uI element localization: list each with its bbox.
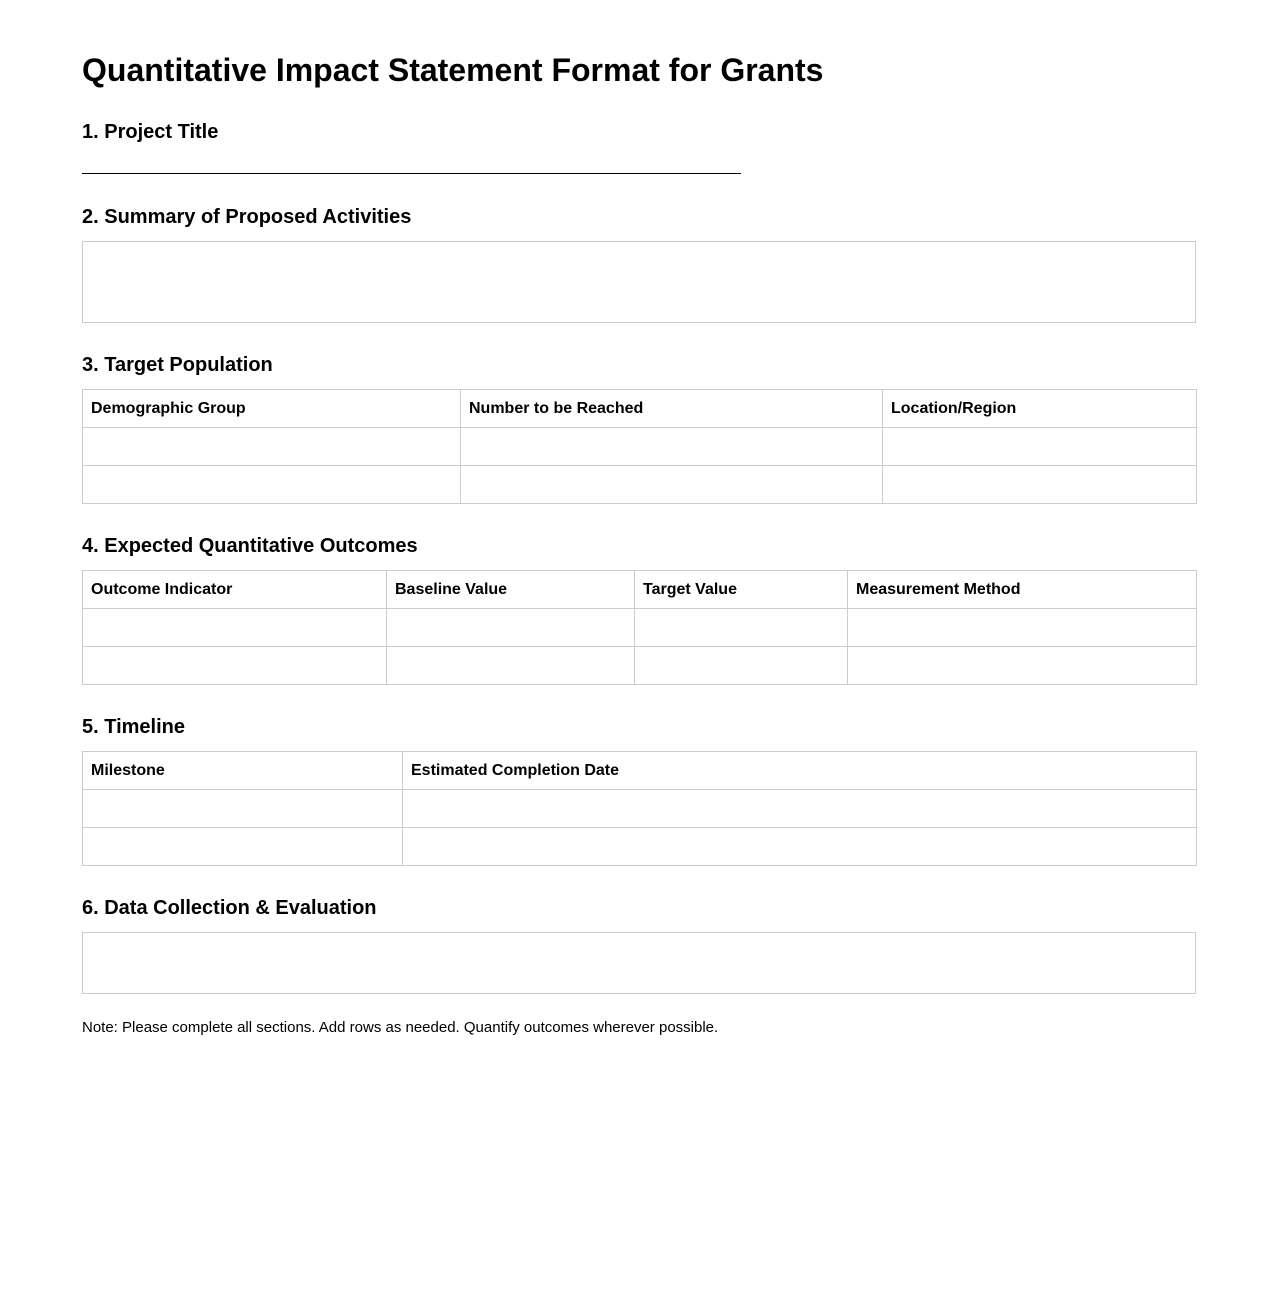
table-cell[interactable] xyxy=(461,428,883,466)
table-cell[interactable] xyxy=(848,647,1197,685)
table-cell[interactable] xyxy=(635,647,848,685)
column-header: Number to be Reached xyxy=(461,390,883,428)
table-row xyxy=(83,428,1197,466)
column-header: Outcome Indicator xyxy=(83,571,387,609)
column-header: Milestone xyxy=(83,752,403,790)
table-cell[interactable] xyxy=(883,466,1197,504)
column-header: Target Value xyxy=(635,571,848,609)
column-header: Location/Region xyxy=(883,390,1197,428)
column-header: Measurement Method xyxy=(848,571,1197,609)
project-title-input-line[interactable] xyxy=(82,173,741,174)
target-population-heading: 3. Target Population xyxy=(82,354,273,376)
form-note: Note: Please complete all sections. Add rows as needed. Quantify outcomes wherever possible. xyxy=(82,1019,719,1036)
data-collection-heading: 6. Data Collection & Evaluation xyxy=(82,897,377,919)
column-header: Demographic Group xyxy=(83,390,461,428)
table-cell[interactable] xyxy=(403,828,1197,866)
table-cell[interactable] xyxy=(83,790,403,828)
column-header: Baseline Value xyxy=(387,571,635,609)
table-cell[interactable] xyxy=(387,647,635,685)
outcomes-heading: 4. Expected Quantitative Outcomes xyxy=(82,535,418,557)
table-cell[interactable] xyxy=(635,609,848,647)
table-row xyxy=(83,828,1197,866)
target-population-table xyxy=(82,389,1197,504)
timeline-table xyxy=(82,751,1197,866)
table-header-row xyxy=(83,571,1197,609)
data-collection-text-area[interactable] xyxy=(82,932,1196,994)
project-title-heading: 1. Project Title xyxy=(82,121,219,143)
page-title: Quantitative Impact Statement Format for Grants xyxy=(82,52,824,88)
table-cell[interactable] xyxy=(403,790,1197,828)
table-cell[interactable] xyxy=(83,828,403,866)
table-row xyxy=(83,790,1197,828)
summary-heading: 2. Summary of Proposed Activities xyxy=(82,206,412,228)
table-cell[interactable] xyxy=(461,466,883,504)
outcomes-table xyxy=(82,570,1197,685)
table-row xyxy=(83,647,1197,685)
table-cell[interactable] xyxy=(387,609,635,647)
summary-text-area[interactable] xyxy=(82,241,1196,323)
column-header: Estimated Completion Date xyxy=(403,752,1197,790)
table-row xyxy=(83,466,1197,504)
table-header-row xyxy=(83,390,1197,428)
timeline-heading: 5. Timeline xyxy=(82,716,186,738)
table-cell[interactable] xyxy=(83,647,387,685)
table-cell[interactable] xyxy=(83,609,387,647)
table-cell[interactable] xyxy=(883,428,1197,466)
table-cell[interactable] xyxy=(83,428,461,466)
table-cell[interactable] xyxy=(848,609,1197,647)
table-row xyxy=(83,609,1197,647)
table-header-row xyxy=(83,752,1197,790)
table-cell[interactable] xyxy=(83,466,461,504)
